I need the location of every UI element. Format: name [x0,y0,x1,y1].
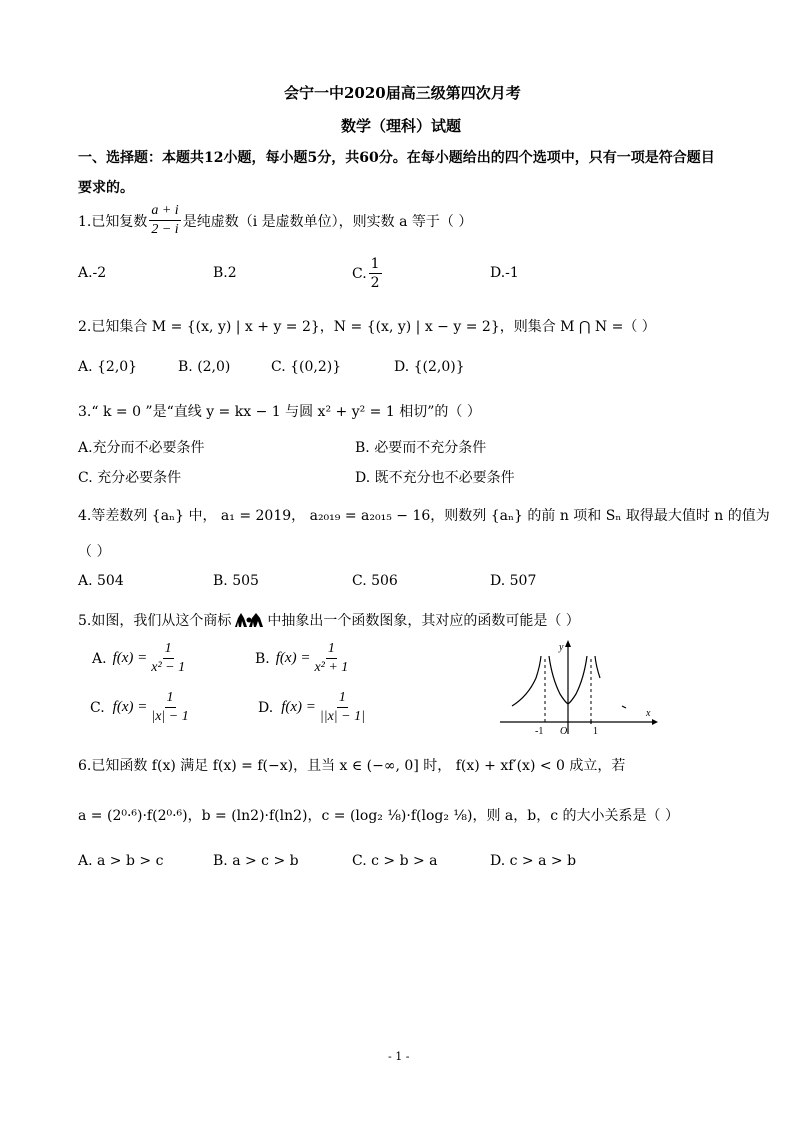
graph-pos1-label: 1 [593,726,598,737]
question-6-stem-line2: a = (2⁰·⁶)·f(2⁰·⁶)，b = (ln2)·f(ln2)，c = (log₂ ⅛)·f(log₂ ⅛)，则 a，b，c 的大小关系是（ ） [78,808,679,824]
question-4-stem: 4.等差数列 {aₙ} 中， a₁ = 2019， a₂₀₁₉ = a₂₀₁₅ − 16，则数列 {aₙ} 的前 n 项和 Sₙ 取得最大值时 n 的值为 [78,508,770,524]
q5-option-c-numerator: 1 [165,689,176,708]
graph-x-axis-arrow-icon [652,719,658,725]
q1-pre: 1.已知复数 [78,213,148,230]
q5-option-b-denominator: x² + 1 [314,660,349,675]
q2-option-d: D. {(2,0)} [394,359,465,375]
q5-option-b-fraction [312,640,350,677]
q5-option-d-denominator: ||x| − 1| [319,709,365,724]
q5-option-d-lhs: f(x) = [281,699,316,715]
q6-option-d: D. c > a > b [490,853,577,869]
q3-option-c: C. 充分必要条件 [78,470,182,486]
q4-option-d: D. 507 [490,573,537,589]
q1-option-a: A.-2 [78,265,107,281]
question-2-stem: 2.已知集合 M = {(x, y) | x + y = 2}，N = {(x, y) | x − y = 2}，则集合 M ⋂ N =（ ） [78,319,656,335]
q5-option-b [255,640,352,677]
q2-option-a: A. {2,0} [78,359,138,375]
page-number: - 1 - [388,1050,410,1063]
graph-right-tail [622,706,626,708]
q5-post: 中抽象出一个函数图象，其对应的函数可能是（ ） [267,613,580,629]
graph-origin-label: O [560,726,568,737]
q5-option-b-lhs: f(x) = [275,650,311,666]
q6-option-b: B. a > c > b [213,853,299,869]
exam-title: 会宁一中2020届高三级第四次月考 [284,84,521,102]
q5-option-d-numerator: 1 [337,689,348,708]
q3-option-b: B. 必要而不充分条件 [355,440,487,456]
q5-option-c-fraction [149,689,190,726]
q5-option-a-denominator: x² − 1 [151,660,186,675]
q1-fraction-numerator: a + i [149,202,180,221]
q5-option-a-lhs: f(x) = [112,650,148,666]
question-6-stem-line1: 6.已知函数 f(x) 满足 f(x) = f(−x)，且当 x ∈ (−∞, 0] 时， f(x) + xf′(x) < 0 成立，若 [78,758,626,774]
graph-y-axis-arrow-icon [565,640,571,647]
section-instructions-line2: 要求的。 [78,180,134,196]
q4-answer-blank: （ ） [78,544,111,560]
q1-option-c-fraction [369,255,382,292]
q2-option-b: B. (2,0) [178,359,231,375]
q1-option-d: D.-1 [490,265,519,281]
q1-option-c-label: C. [352,265,367,282]
q5-option-d-fraction [318,689,367,726]
q6-option-c: C. c > b > a [352,853,438,869]
exam-subtitle: 数学（理科）试题 [341,117,462,135]
q5-option-c [90,689,193,726]
graph-x-label: x [646,708,651,719]
q2-option-c: C. {(0,2)} [271,359,342,375]
q5-option-c-denominator: |x| − 1 [151,709,189,724]
q5-option-c-lhs: f(x) = [112,699,148,715]
q4-option-c: C. 506 [352,573,398,589]
q1-post: 是纯虚数（i 是虚数单位），则实数 a 等于（ ） [182,213,473,230]
q5-pre: 5.如图，我们从这个商标 [78,613,232,629]
question-1-stem [78,202,472,239]
q4-option-a: A. 504 [78,573,124,589]
q5-option-a [92,640,189,677]
q1-option-c [352,255,384,292]
q5-option-c-label: C. [90,699,105,716]
graph-neg1-label: -1 [535,726,544,737]
q1-option-c-numerator: 1 [370,256,380,272]
q5-option-d [258,689,369,726]
question-3-stem: 3.“ k = 0 ”是“直线 y = kx − 1 与圆 x² + y² = 1 相切”的（ ） [78,404,481,420]
q3-option-d: D. 既不充分也不必要条件 [355,470,515,486]
q5-option-a-fraction [149,640,187,677]
graph-left-branch [512,656,541,706]
q4-option-b: B. 505 [213,573,259,589]
q5-option-d-label: D. [258,699,274,716]
question-5-stem [78,610,580,630]
q1-fraction [149,202,180,239]
section-instructions-line1: 一、选择题：本题共12小题，每小题5分，共60分。在每小题给出的四个选项中，只有一项是符合题目 [78,150,715,166]
q5-function-graph [498,638,658,738]
q5-option-a-label: A. [92,650,107,667]
q1-fraction-denominator: 2 − i [151,222,179,237]
q5-option-b-label: B. [255,650,270,667]
graph-y-label: y [559,642,564,653]
q6-option-a: A. a > b > c [78,853,164,869]
q1-option-b: B.2 [213,265,237,281]
brand-logo-icon [234,612,264,628]
q3-option-a: A.充分而不必要条件 [78,440,205,456]
q5-option-b-numerator: 1 [326,640,337,659]
graph-right-branch [595,656,600,678]
q5-option-a-numerator: 1 [163,640,174,659]
q1-option-c-denominator: 2 [370,275,380,291]
